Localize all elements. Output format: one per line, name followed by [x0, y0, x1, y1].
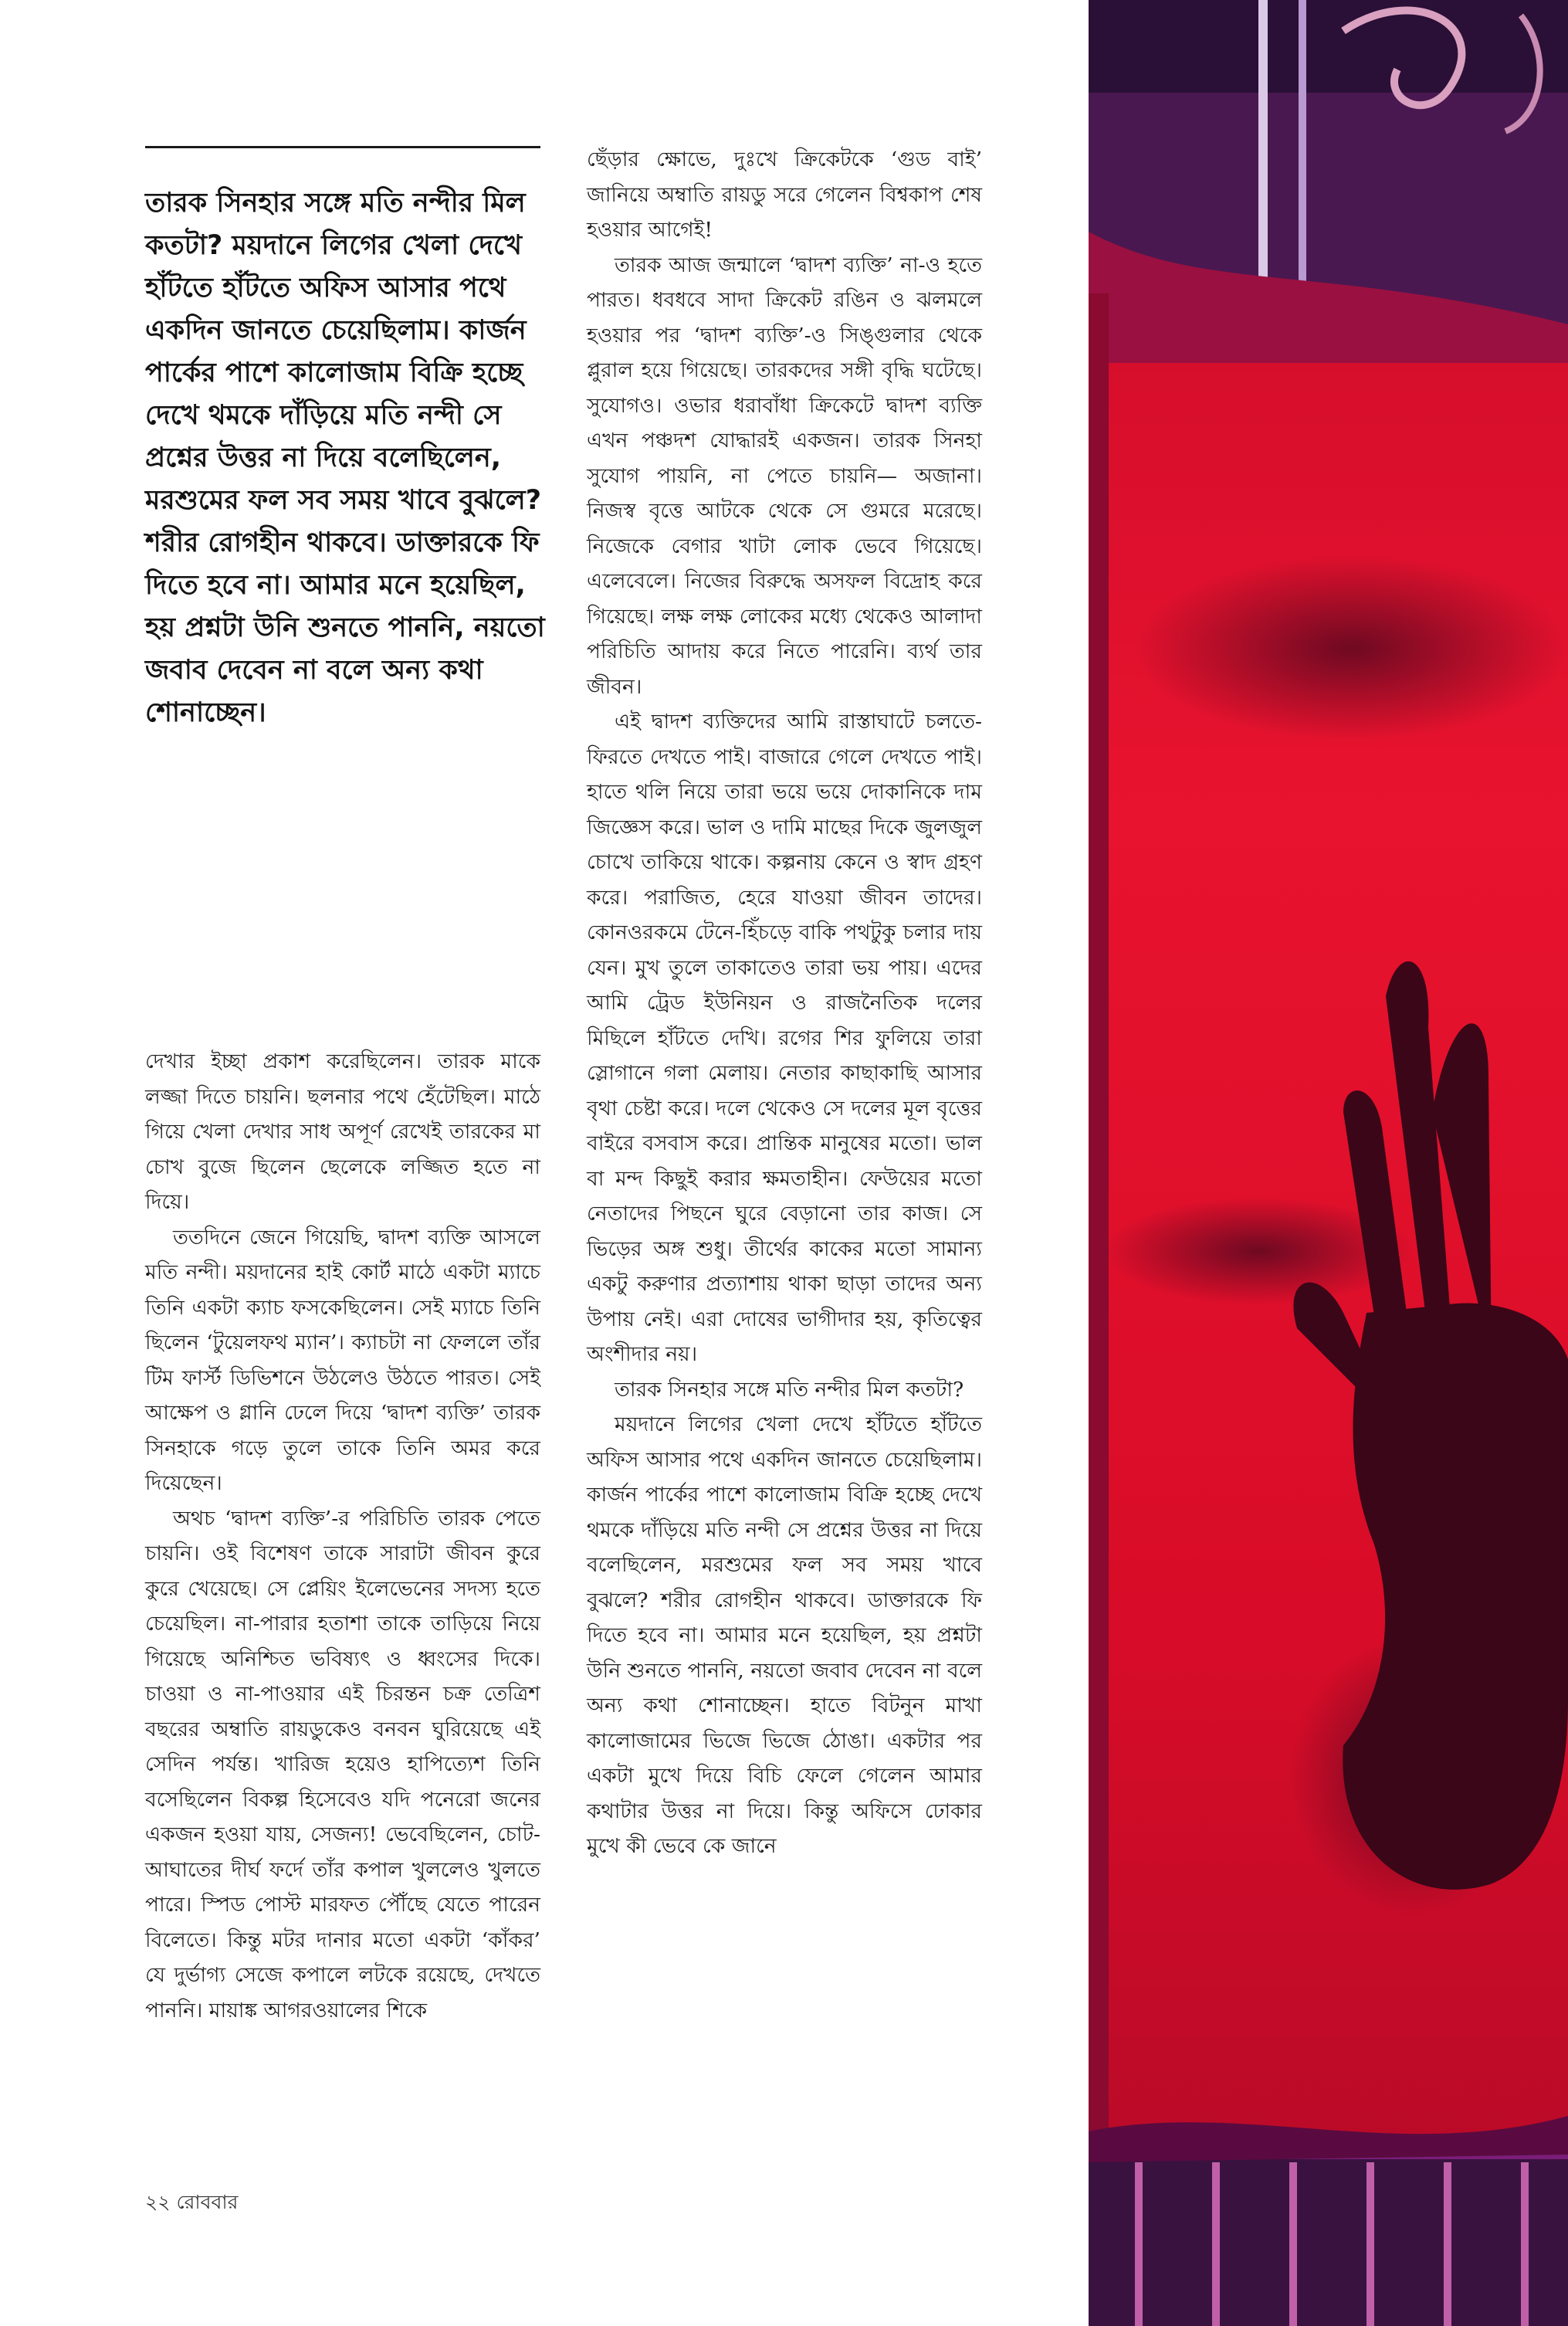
rail-bar — [1444, 2162, 1451, 2326]
rail-bar — [1212, 2162, 1220, 2326]
cloth-edge — [1089, 293, 1109, 2147]
wall-shadow — [1135, 556, 1567, 741]
hand-shadow-photo — [1089, 0, 1568, 2326]
paragraph: দেখার ইচ্ছা প্রকাশ করেছিলেন। তারক মাকে লজ্জা দিতে চায়নি। ছলনার পথে হেঁটেছিল। মাঠে গিয়ে খেলা দেখার সাধ অপূর্ণ রেখেই তারকের মা চোখ বুজে ছিলেন ছেলেকে লজ্জিত হতে না দিয়ে। — [145, 1049, 540, 1214]
paragraph: ময়দানে লিগের খেলা দেখে হাঁটতে হাঁটতে অফিস আসার পথে একদিন জানতে চেয়েছিলাম। কার্জন পার্কের পাশে কালোজাম বিক্রি হচ্ছে দেখে থমকে দাঁড়িয়ে মতি নন্দী সে প্রশ্নের উত্তর না দিয়ে বলেছিলেন, মরশুমের ফল সব সময় খাবে বুঝলে? শরীর রোগহীন থাকবে। ডাক্তারকে ফি দিতে হবে না। আমার মনে হয়েছিল, হয় প্রশ্নটা উনি শুনতে পাননি, নয়তো জবাব দেবেন না বলে অন্য কথা শোনাচ্ছেন। হাতে বিটনুন মাখা কালোজামের ভিজে ভিজে ঠোঙা। একটার পর একটা মুখে দিয়ে বিচি ফেলে গেলেন আমার কথাটার উত্তর না দিয়ে। কিন্তু অফিসে ঢোকার মুখে কী ভেবে কে জানে — [587, 1412, 982, 1858]
pull-quote-rule — [145, 146, 540, 148]
paragraph: এই দ্বাদশ ব্যক্তিদের আমি রাস্তাঘাটে চলতে-ফিরতে দেখতে পাই। বাজারে গেলে দেখতে পাই। হাতে থলি নিয়ে তারা ভয়ে ভয়ে দোকানিকে দাম জিজ্ঞেস করে। ভাল ও দামি মাছের দিকে জুলজুল চোখে তাকিয়ে থাকে। কল্পনায় কেনে ও স্বাদ গ্রহণ করে। পরাজিত, হেরে যাওয়া জীবন তাদের। কোনওরকমে টেনে-হিঁচড়ে বাকি পথটুকু চলার দায় যেন। মুখ তুলে তাকাতেও তারা ভয় পায়। এদের আমি ট্রেড ইউনিয়ন ও রাজনৈতিক দলের মিছিলে হাঁটতে দেখি। রগের শির ফুলিয়ে তারা স্লোগানে গলা মেলায়। নেতার কাছাকাছি আসার বৃথা চেষ্টা করে। দলে থেকেও সে দলের মূল বৃত্তের বাইরে বসবাস করে। প্রান্তিক মানুষের মতো। ভাল বা মন্দ কিছুই করার ক্ষমতাহীন। ফেউয়ের মতো নেতাদের পিছনে ঘুরে বেড়ানো তার কাজ। সে ভিড়ের অঙ্গ শুধু। তীর্থের কাকের মতো সামান্য একটু করুণার প্রত্যাশায় থাকা ছাড়া তাদের অন্য উপায় নেই। এরা দোষের ভাগীদার হয়, কৃতিত্বের অংশীদার নয়। — [587, 710, 982, 1366]
paragraph: তারক আজ জন্মালে ‘দ্বাদশ ব্যক্তি’ না-ও হতে পারত। ধবধবে সাদা ক্রিকেট রঙিন ও ঝলমলে হওয়ার পর ‘দ্বাদশ ব্যক্তি’-ও সিঙ্গুলার থেকে প্লুরাল হয়ে গিয়েছে। তারকদের সঙ্গী বৃদ্ধি ঘটেছে। সুযোগও। ওভার ধরাবাঁধা ক্রিকেটে দ্বাদশ ব্যক্তি এখন পঞ্চদশ যোদ্ধারই একজন। তারক সিনহা সুযোগ পায়নি, না পেতে চায়নি— অজানা। নিজস্ব বৃত্তে আটকে থেকে সে গুমরে মরেছে। নিজেকে বেগার খাটা লোক ভেবে গিয়েছে। এলেবেলে। নিজের বিরুদ্ধে অসফল বিদ্রোহ করে গিয়েছে। লক্ষ লক্ষ লোকের মধ্যে থেকেও আলাদা পরিচিতি আদায় করে নিতে পারেনি। ব্যর্থ তার জীবন। — [587, 253, 982, 699]
rail-bar — [1289, 2162, 1297, 2326]
paragraph: ততদিনে জেনে গিয়েছি, দ্বাদশ ব্যক্তি আসলে মতি নন্দী। ময়দানের হাই কোর্ট মাঠে একটা ম্যাচে তিনি একটা ক্যাচ ফসকেছিলেন। সেই ম্যাচে তিনি ছিলেন ‘টুয়েলফথ ম্যান’। ক্যাচটা না ফেললে তাঁর টিম ফার্স্ট ডিভিশনে উঠলেও উঠতে পারত। সেই আক্ষেপ ও গ্লানি ঢেলে দিয়ে ‘দ্বাদশ ব্যক্তি’ তারক সিনহাকে গড়ে তুলে তাকে তিনি অমর করে দিয়েছেন। — [145, 1225, 540, 1495]
paragraph: ছেঁড়ার ক্ষোভে, দুঃখে ক্রিকেটকে ‘গুড বাই’ জানিয়ে অম্বাতি রায়ডু সরে গেলেন বিশ্বকাপ শেষ হওয়ার আগেই! — [587, 147, 982, 242]
article-column-2 — [587, 142, 982, 1864]
article-column-1 — [145, 1044, 540, 2028]
photo-artwork — [1089, 0, 1568, 2326]
bottom-rail-bg — [1089, 2147, 1568, 2326]
paragraph: অথচ ‘দ্বাদশ ব্যক্তি’-র পরিচিতি তারক পেতে চায়নি। ওই বিশেষণ তাকে সারাটা জীবন কুরে কুরে খেয়েছে। সে প্লেয়িং ইলেভেনের সদস্য হতে চেয়েছিল। না-পারার হতাশা তাকে তাড়িয়ে নিয়ে গিয়েছে অনিশ্চিত ভবিষ্যৎ ও ধ্বংসের দিকে। চাওয়া ও না-পাওয়ার এই চিরন্তন চক্র তেত্রিশ বছরের অম্বাতি রায়ডুকেও বনবন ঘুরিয়েছে এই সেদিন পর্যন্ত। খারিজ হয়েও হাপিত্যেশ তিনি বসেছিলেন বিকল্প হিসেবেও যদি পনেরো জনের একজন হওয়া যায়, সেজন্য! ভেবেছিলেন, চোট-আঘাতের দীর্ঘ ফর্দে তাঁর কপাল খুললেও খুলতে পারে। স্পিড পোস্ট মারফত পৌঁছে যেতে পারেন বিলেতে। কিন্তু মটর দানার মতো একটা ‘কাঁকর’ যে দুর্ভাগ্য সেজে কপালে লটকে রয়েছে, দেখতে পাননি। মায়াঙ্ক আগরওয়ালের শিকে — [145, 1506, 540, 2023]
rail-bar — [1135, 2162, 1143, 2326]
paragraph: তারক সিনহার সঙ্গে মতি নন্দীর মিল কতটা? — [615, 1377, 964, 1402]
rail-bar — [1366, 2162, 1374, 2326]
pull-quote: তারক সিনহার সঙ্গে মতি নন্দীর মিল কতটা? ময়দানে লিগের খেলা দেখে হাঁটতে হাঁটতে অফিস আসার পথে একদিন জানতে চেয়েছিলাম। কার্জন পার্কের পাশে কালোজাম বিক্রি হচ্ছে দেখে থমকে দাঁড়িয়ে মতি নন্দী সে প্রশ্নের উত্তর না দিয়ে বলেছিলেন, মরশুমের ফল সব সময় খাবে বুঝলে? শরীর রোগহীন থাকবে। ডাক্তারকে ফি দিতে হবে না। আমার মনে হয়েছিল, হয় প্রশ্নটা উনি শুনতে পাননি, নয়তো জবাব দেবেন না বলে অন্য কথা শোনাচ্ছেন। — [145, 188, 545, 728]
rail-bar — [1521, 2162, 1529, 2326]
page-folio: ২২ রোববার — [145, 2191, 239, 2213]
